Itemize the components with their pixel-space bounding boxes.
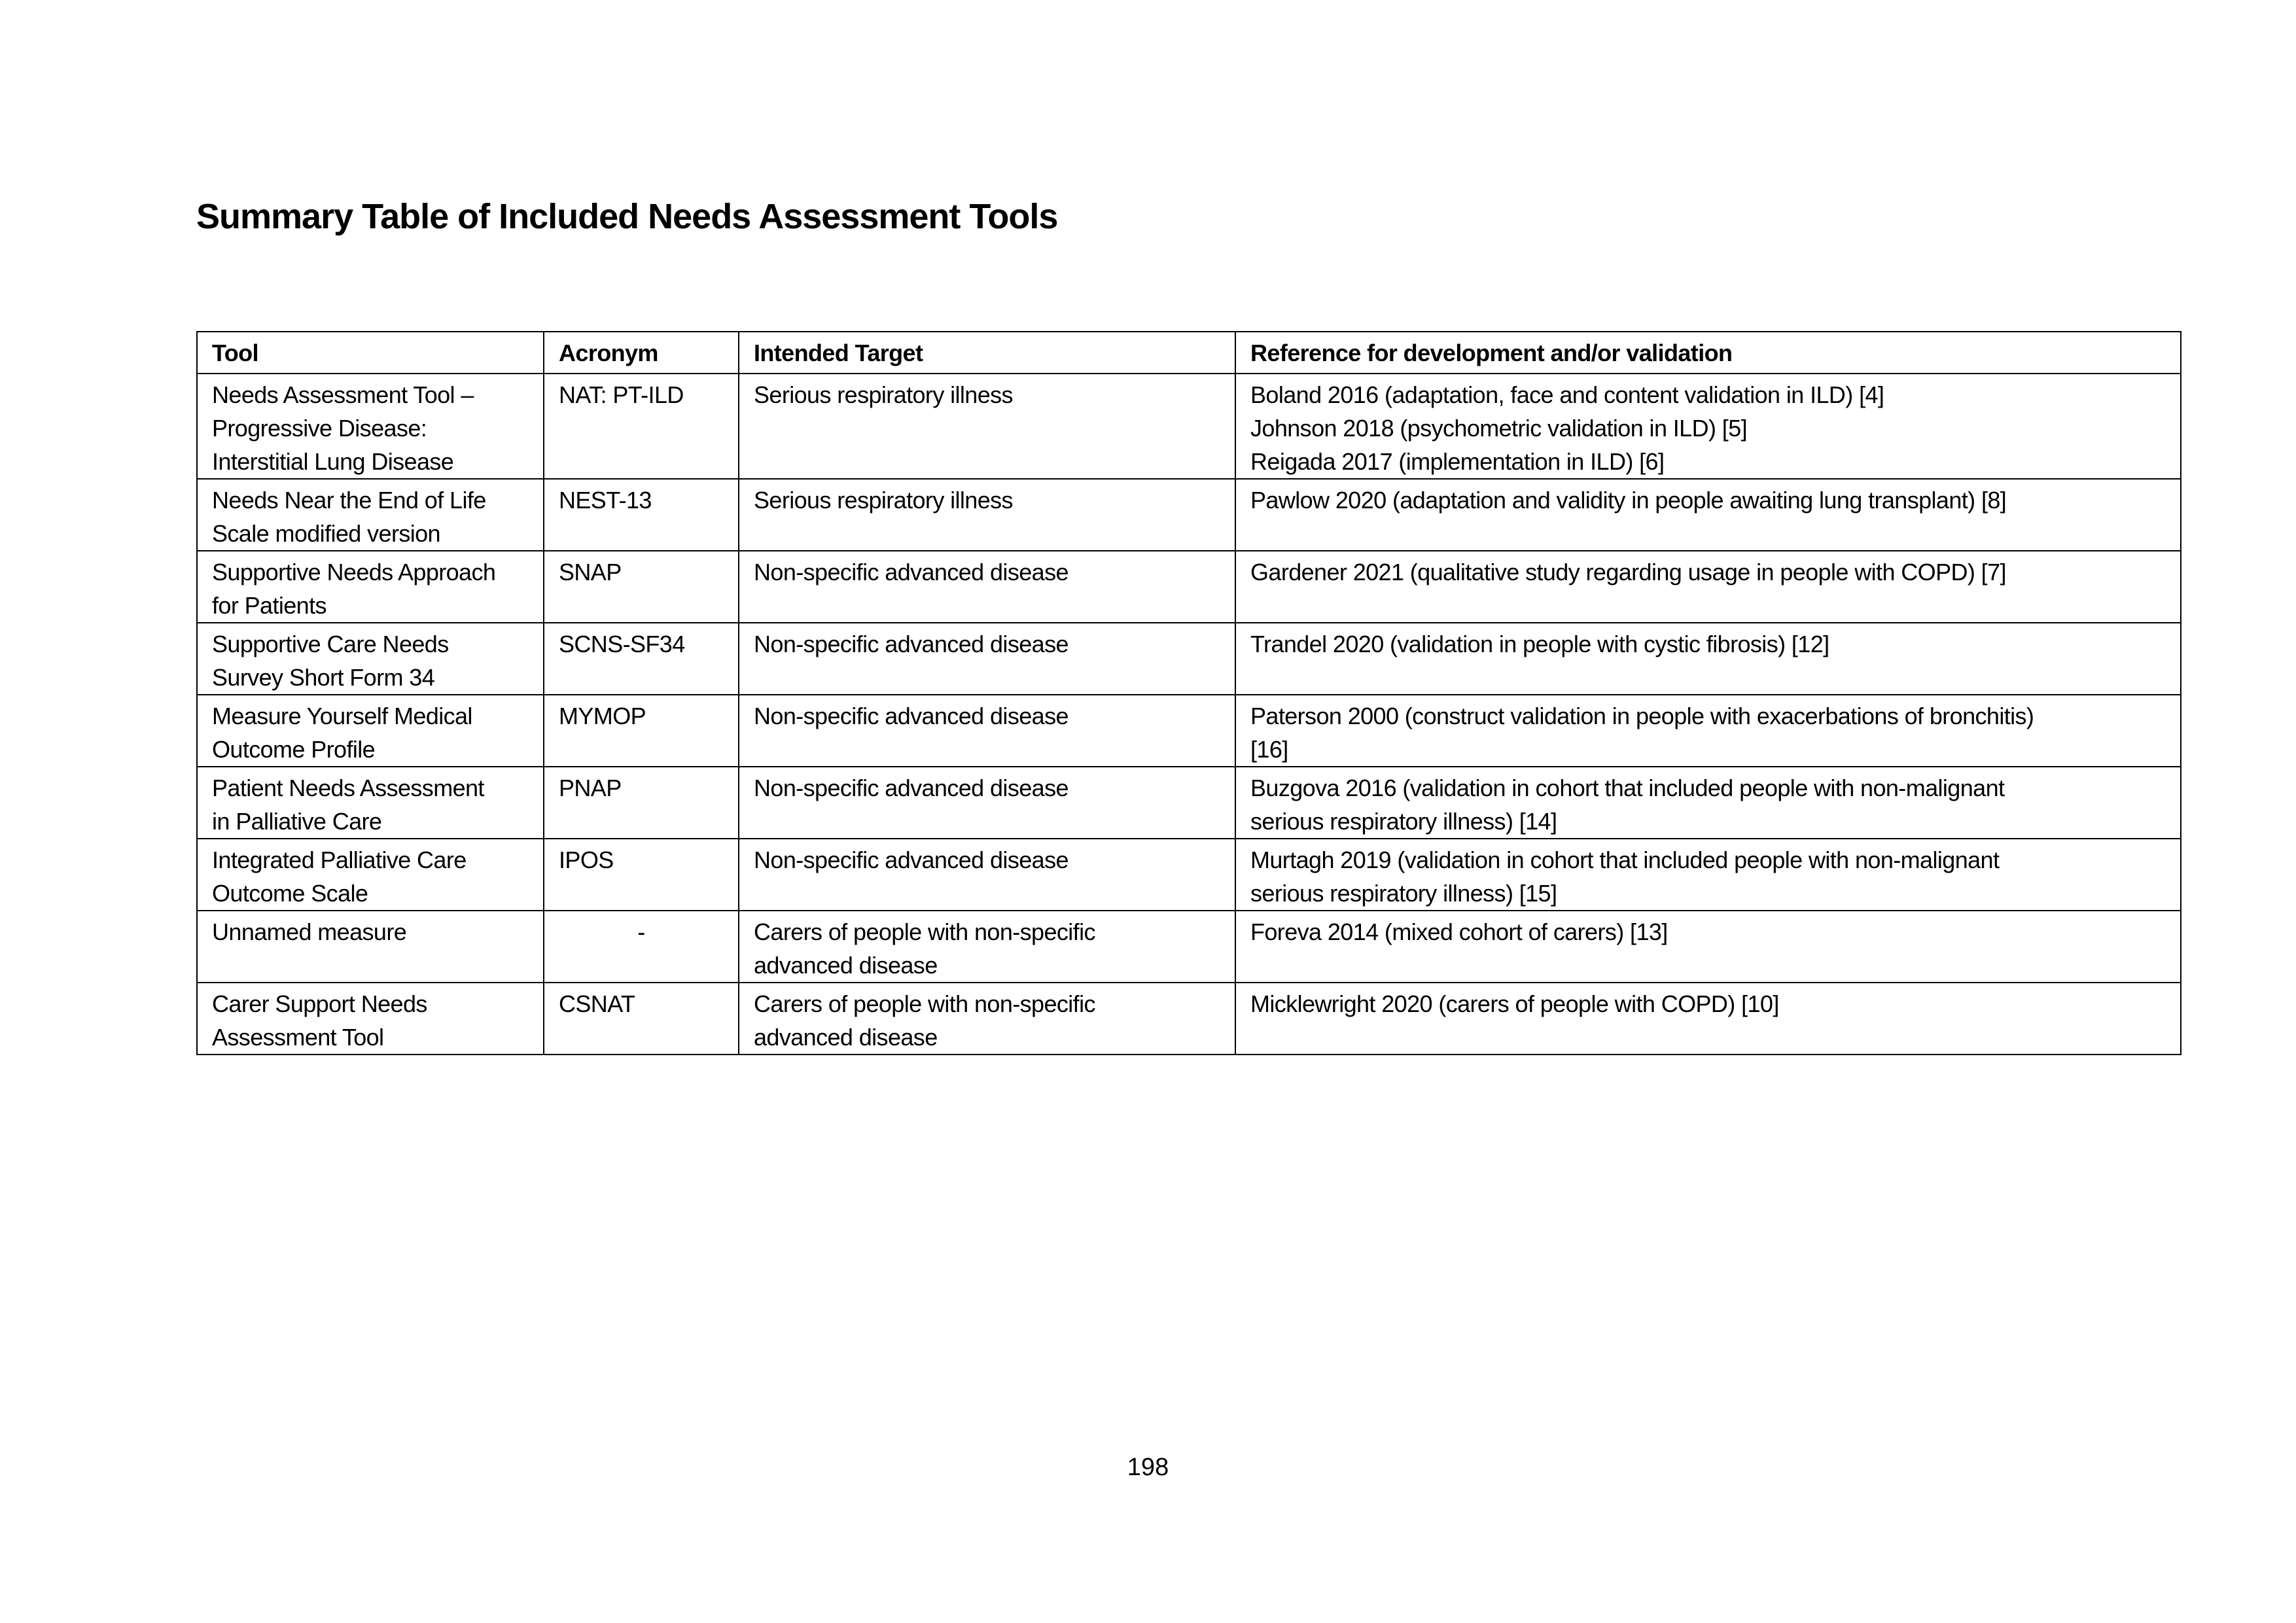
cell-reference-line: Trandel 2020 (validation in people with cystic fibrosis) [12] <box>1250 631 1829 657</box>
cell-tool-line: Supportive Care Needs <box>212 631 449 657</box>
cell-reference-line: Johnson 2018 (psychometric validation in ILD) [5] <box>1250 415 1748 442</box>
cell-acronym: IPOS <box>544 839 739 911</box>
cell-intended-target <box>739 479 1235 551</box>
cell-reference <box>1235 983 2181 1055</box>
cell-tool-line: Scale modified version <box>212 520 440 547</box>
cell-intended-target-line: Non-specific advanced disease <box>754 775 1069 801</box>
cell-tool-line: Needs Assessment Tool – <box>212 381 474 408</box>
cell-reference-line: [16] <box>1250 736 1288 763</box>
cell-reference <box>1235 695 2181 767</box>
cell-intended-target <box>739 767 1235 839</box>
cell-tool-line: Assessment Tool <box>212 1024 384 1051</box>
cell-intended-target <box>739 911 1235 983</box>
header-reference: Reference for development and/or validation <box>1235 332 2181 374</box>
cell-reference-line: Gardener 2021 (qualitative study regarding usage in people with COPD) [7] <box>1250 559 2006 585</box>
page-title: Summary Table of Included Needs Assessment Tools <box>196 197 1058 236</box>
summary-table <box>196 331 2181 1055</box>
cell-tool <box>197 839 544 911</box>
cell-acronym: MYMOP <box>544 695 739 767</box>
page-number: 198 <box>1127 1454 1169 1481</box>
cell-acronym: NEST-13 <box>544 479 739 551</box>
cell-tool-line: Interstitial Lung Disease <box>212 448 454 475</box>
header-tool: Tool <box>197 332 544 374</box>
cell-intended-target <box>739 623 1235 695</box>
table-row <box>197 767 2181 839</box>
cell-reference <box>1235 623 2181 695</box>
cell-intended-target <box>739 695 1235 767</box>
cell-tool-line: Survey Short Form 34 <box>212 664 435 691</box>
header-acronym: Acronym <box>544 332 739 374</box>
cell-tool-line: Unnamed measure <box>212 918 407 945</box>
cell-intended-target <box>739 983 1235 1055</box>
cell-reference <box>1235 374 2181 479</box>
cell-tool-line: Progressive Disease: <box>212 415 427 442</box>
cell-reference-line: Foreva 2014 (mixed cohort of carers) [13] <box>1250 918 1668 945</box>
cell-reference <box>1235 911 2181 983</box>
cell-reference-line: Boland 2016 (adaptation, face and content validation in ILD) [4] <box>1250 381 1884 408</box>
cell-tool-line: Integrated Palliative Care <box>212 846 467 873</box>
table-row <box>197 911 2181 983</box>
table-row <box>197 695 2181 767</box>
table-body <box>197 374 2181 1055</box>
cell-reference <box>1235 551 2181 623</box>
cell-intended-target-line: advanced disease <box>754 952 938 979</box>
cell-intended-target-line: Non-specific advanced disease <box>754 703 1069 729</box>
cell-acronym: SCNS-SF34 <box>544 623 739 695</box>
cell-tool <box>197 374 544 479</box>
cell-tool <box>197 479 544 551</box>
cell-reference-line: serious respiratory illness) [14] <box>1250 808 1557 835</box>
cell-intended-target <box>739 374 1235 479</box>
cell-intended-target-line: Serious respiratory illness <box>754 487 1013 514</box>
cell-reference-line: Murtagh 2019 (validation in cohort that included people with non-malignant <box>1250 846 2000 873</box>
cell-reference-line: Paterson 2000 (construct validation in people with exacerbations of bronchitis) <box>1250 703 2034 729</box>
cell-intended-target-line: Non-specific advanced disease <box>754 631 1069 657</box>
cell-tool-line: Needs Near the End of Life <box>212 487 486 514</box>
cell-tool-line: Carer Support Needs <box>212 990 427 1017</box>
cell-tool-line: Outcome Profile <box>212 736 376 763</box>
cell-tool <box>197 623 544 695</box>
cell-reference-line: Reigada 2017 (implementation in ILD) [6] <box>1250 448 1665 475</box>
table-row <box>197 983 2181 1055</box>
cell-reference-line: Micklewright 2020 (carers of people with COPD) [10] <box>1250 990 1779 1017</box>
cell-tool-line: Patient Needs Assessment <box>212 775 484 801</box>
table-row <box>197 551 2181 623</box>
cell-intended-target <box>739 551 1235 623</box>
cell-tool <box>197 911 544 983</box>
cell-reference-line: serious respiratory illness) [15] <box>1250 880 1557 907</box>
table-row <box>197 839 2181 911</box>
cell-tool-line: Outcome Scale <box>212 880 368 907</box>
cell-acronym: CSNAT <box>544 983 739 1055</box>
cell-acronym: SNAP <box>544 551 739 623</box>
cell-tool-line: in Palliative Care <box>212 808 382 835</box>
table-header-row <box>197 332 2181 374</box>
cell-reference-line: Pawlow 2020 (adaptation and validity in people awaiting lung transplant) [8] <box>1250 487 2007 514</box>
cell-acronym: NAT: PT-ILD <box>544 374 739 479</box>
cell-tool <box>197 767 544 839</box>
table-row <box>197 374 2181 479</box>
table-row <box>197 623 2181 695</box>
table-row <box>197 479 2181 551</box>
cell-reference <box>1235 839 2181 911</box>
cell-intended-target <box>739 839 1235 911</box>
cell-tool-line: Supportive Needs Approach <box>212 559 496 585</box>
cell-intended-target-line: advanced disease <box>754 1024 938 1051</box>
cell-intended-target-line: Carers of people with non-specific <box>754 990 1095 1017</box>
cell-tool <box>197 695 544 767</box>
cell-reference <box>1235 767 2181 839</box>
cell-intended-target-line: Non-specific advanced disease <box>754 846 1069 873</box>
cell-intended-target-line: Non-specific advanced disease <box>754 559 1069 585</box>
cell-reference <box>1235 479 2181 551</box>
cell-acronym: - <box>544 911 739 983</box>
cell-intended-target-line: Serious respiratory illness <box>754 381 1013 408</box>
cell-tool-line: for Patients <box>212 592 327 619</box>
cell-tool <box>197 551 544 623</box>
cell-intended-target-line: Carers of people with non-specific <box>754 918 1095 945</box>
cell-tool-line: Measure Yourself Medical <box>212 703 472 729</box>
cell-acronym: PNAP <box>544 767 739 839</box>
header-intended-target: Intended Target <box>739 332 1235 374</box>
cell-tool <box>197 983 544 1055</box>
cell-reference-line: Buzgova 2016 (validation in cohort that included people with non-malignant <box>1250 775 2005 801</box>
